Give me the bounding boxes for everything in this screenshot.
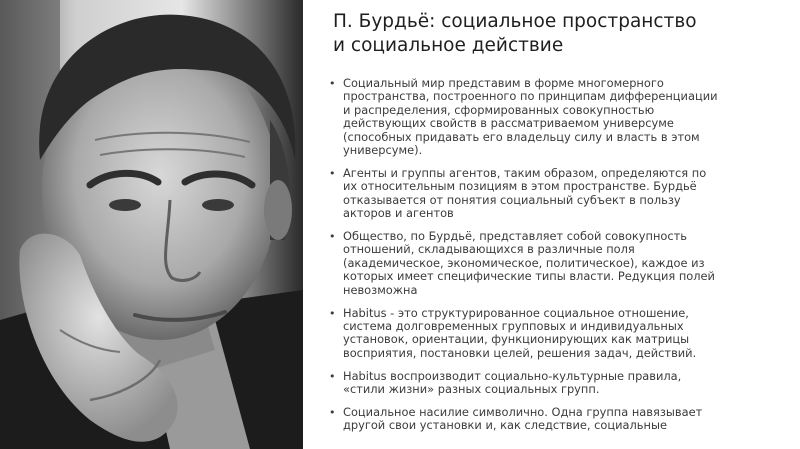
bullet-text-line: Habitus воспроизводит социально-культурные правила, bbox=[343, 368, 682, 383]
bullet-text-line: акторов и агентов bbox=[343, 206, 454, 221]
bullet-text-line: система долговременных групповых и индивидуальных bbox=[343, 319, 684, 333]
bullet-text-line: восприятия, постановки целей, решения задач, действий. bbox=[343, 345, 697, 360]
bullet-text-line: действующих свойств в рассматриваемом универсуме bbox=[343, 116, 674, 131]
bullet-item bbox=[328, 307, 784, 361]
bullet-text-line: Социальный мир представим в форме многомерного bbox=[343, 76, 664, 90]
bullet-list bbox=[328, 77, 784, 442]
bullet-text-line: невозможна bbox=[343, 282, 418, 297]
portrait-image bbox=[0, 0, 303, 449]
bullet-text-line: универсуме). bbox=[343, 143, 423, 158]
bullet-item bbox=[328, 370, 784, 397]
bullet-item bbox=[328, 167, 784, 221]
bullet-text-line: Habitus - это структурированное социальное отношение, bbox=[343, 305, 689, 320]
slide-title-line-2: и социальное действие bbox=[333, 35, 564, 56]
bullet-dot-icon: • bbox=[329, 406, 336, 420]
bullet-item bbox=[328, 406, 784, 433]
bullet-text-line: которых имеет специфические типы власти. Редукция полей bbox=[343, 269, 715, 284]
bullet-text-line: Общество, по Бурдьё, представляет собой совокупность bbox=[343, 229, 688, 244]
bullet-text-line: Социальное насилие символично. Одна группа навязывает bbox=[343, 405, 703, 420]
bullet-text-line: отказывается от понятия социальный субъект в пользу bbox=[343, 192, 681, 207]
bullet-text-line: (академическое, экономическое, политическое), каждое из bbox=[343, 255, 705, 270]
bullet-text-line: их относительным позициям в этом пространстве. Бурдьё bbox=[343, 179, 697, 194]
bullet-text-line: «стили жизни» разных социальных групп. bbox=[343, 382, 600, 397]
bullet-text-line: и распределения, сформированных совокупностью bbox=[343, 102, 655, 117]
bullet-dot-icon: • bbox=[329, 306, 336, 320]
portrait-photo bbox=[0, 0, 303, 449]
bullet-text-line: отношений, складывающихся в различные поля bbox=[343, 242, 635, 257]
bullet-item bbox=[328, 230, 784, 297]
bullet-text-line: установок, ориентации, функционирующих как матрицы bbox=[343, 332, 690, 347]
bullet-text-line: другой свои установки и, как следствие, социальные bbox=[343, 418, 667, 433]
bullet-text-line: (способных придавать его владельцу силу и власть в этом bbox=[343, 129, 700, 144]
bullet-dot-icon: • bbox=[329, 230, 336, 244]
bullet-dot-icon: • bbox=[329, 166, 336, 180]
bullet-item bbox=[328, 77, 784, 157]
bullet-dot-icon: • bbox=[329, 77, 336, 90]
bullet-text-line: пространства, построенного по принципам дифференциации bbox=[343, 89, 718, 104]
slide-title bbox=[333, 10, 783, 58]
bullet-text-line: Агенты и группы агентов, таким образом, определяются по bbox=[343, 165, 707, 180]
bullet-dot-icon: • bbox=[329, 369, 336, 383]
slide-title-line-1: П. Бурдьё: социальное пространство bbox=[333, 11, 697, 32]
